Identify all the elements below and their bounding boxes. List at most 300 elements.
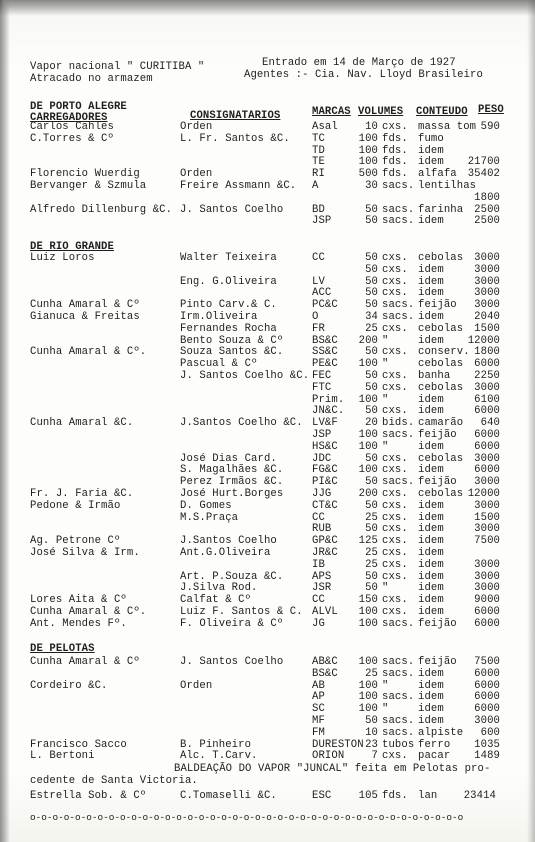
shipper-cell: Pedone & Irmão (30, 500, 121, 512)
content-cell: idem (418, 287, 444, 299)
shipper-cell: Alfredo Dillenburg &C. (30, 204, 173, 216)
mark-cell: AB (312, 680, 325, 692)
consignee-cell: J. Santos Coelho (180, 656, 284, 668)
qty-cell: 50 (365, 715, 378, 727)
unit-cell: cxs. (382, 264, 408, 276)
section-title: DE PELOTAS (30, 643, 95, 655)
mark-cell: FTC (312, 382, 332, 394)
mark-cell: MF (312, 715, 325, 727)
qty-cell: 100 (358, 656, 378, 668)
unit-cell: sacs. (382, 715, 415, 727)
content-cell: idem (418, 464, 444, 476)
content-cell: idem (418, 582, 444, 594)
consignee-cell: M.S.Praça (180, 512, 239, 524)
weight-cell: 3000 (474, 500, 500, 512)
qty-cell: 500 (358, 168, 378, 180)
qty-cell: 50 (365, 523, 378, 535)
content-cell: idem (418, 547, 444, 559)
unit-cell: cxs. (382, 453, 408, 465)
mark-cell: O (312, 311, 319, 323)
shipper-cell: Cunha Amaral & Cº. (30, 606, 147, 618)
mark-cell: FR (312, 323, 325, 335)
qty-cell: 50 (365, 204, 378, 216)
mark-cell: ORION (312, 750, 345, 762)
unit-cell: tubos (382, 739, 415, 751)
unit-cell: sacs. (382, 727, 415, 739)
content-cell: idem (418, 523, 444, 535)
mark-cell: RUB (312, 523, 332, 535)
mark-cell: TC (312, 133, 325, 145)
weight-cell: 6000 (474, 618, 500, 630)
content-cell: idem (418, 571, 444, 583)
mark-cell: JSP (312, 215, 332, 227)
weight-cell: 1800 (474, 192, 500, 204)
mark-cell: ALVL (312, 606, 338, 618)
content-cell: idem (418, 394, 444, 406)
qty-cell: 50 (365, 370, 378, 382)
qty-cell: 50 (365, 346, 378, 358)
mark-cell: CC (312, 512, 325, 524)
weight-cell: 3000 (474, 264, 500, 276)
mark-cell: SC (312, 703, 325, 715)
unit-cell: cxs. (382, 571, 408, 583)
unit-cell: sacs. (382, 618, 415, 630)
consignee-cell: S. Magalhães &C. (180, 464, 284, 476)
origin-header: DE PORTO ALEGRE (30, 101, 127, 113)
consignee-cell: Eng. G.Oliveira (180, 276, 277, 288)
consignee-cell: Pinto Carv.& C. (180, 299, 277, 311)
consignee-cell: Perez Irmãos &C. (180, 476, 284, 488)
mark-cell: BD (312, 204, 325, 216)
scan-edge-left (0, 0, 10, 842)
mark-cell: TE (312, 156, 325, 168)
shipper-cell: José Silva & Irm. (30, 547, 140, 559)
content-cell: feijão (418, 476, 457, 488)
content-cell: cebolas (418, 252, 464, 264)
weight-cell: 7500 (474, 535, 500, 547)
weight-cell: 3000 (474, 453, 500, 465)
qty-cell: 50 (365, 582, 378, 594)
consignee-cell: L. Fr. Santos &C. (180, 133, 290, 145)
mark-cell: PI&C (312, 476, 338, 488)
qty-cell: 50 (365, 453, 378, 465)
qty-cell: 50 (365, 276, 378, 288)
consignee-cell: Irm.Oliveira (180, 311, 258, 323)
consignee-cell: Bento Souza & Cº (180, 335, 284, 347)
weight-cell: 9000 (474, 594, 500, 606)
weight-cell: 6000 (474, 680, 500, 692)
weight-cell: 12000 (467, 488, 500, 500)
qty-cell: 50 (365, 252, 378, 264)
mark-cell: PE&C (312, 358, 338, 370)
mark-cell: JG (312, 618, 325, 630)
qty-cell: 10 (365, 727, 378, 739)
content-cell: idem (418, 535, 444, 547)
col-marks: MARCAS (312, 106, 351, 118)
consignee-cell: Fernandes Rocha (180, 323, 277, 335)
mark-cell: SS&C (312, 346, 338, 358)
qty-cell: 125 (358, 535, 378, 547)
content-cell: idem (418, 335, 444, 347)
shipper-cell: Ant. Mendes Fº. (30, 618, 127, 630)
content-cell: camarão (418, 417, 464, 429)
shipper-cell: Cunha Amaral & Cº. (30, 346, 147, 358)
weight-cell: 1800 (474, 346, 500, 358)
content-cell: idem (418, 606, 444, 618)
shipper-cell: Florencio Wuerdig (30, 168, 140, 180)
consignee-cell: B. Pinheiro (180, 739, 252, 751)
unit-cell: cxs. (382, 346, 408, 358)
content-cell: ferro (418, 739, 451, 751)
unit-cell: cxs. (382, 287, 408, 299)
content-cell: cebolas (418, 358, 464, 370)
mark-cell: JJG (312, 488, 332, 500)
last-row-unit: fds. (382, 790, 408, 802)
content-cell: alpiste (418, 727, 464, 739)
unit-cell: fds. (382, 145, 408, 157)
content-cell: banha (418, 370, 451, 382)
weight-cell: 590 (480, 121, 500, 133)
qty-cell: 100 (358, 464, 378, 476)
shipper-cell: Gianuca & Freitas (30, 311, 140, 323)
unit-cell: cxs. (382, 252, 408, 264)
shipper-cell: Cordeiro &C. (30, 680, 108, 692)
qty-cell: 50 (365, 287, 378, 299)
weight-cell: 6000 (474, 429, 500, 441)
qty-cell: 100 (358, 703, 378, 715)
unit-cell: cxs. (382, 488, 408, 500)
shipper-cell: Ag. Petrone Cº (30, 535, 121, 547)
weight-cell: 3000 (474, 582, 500, 594)
content-cell: idem (418, 405, 444, 417)
last-row-weight: 23414 (463, 790, 496, 802)
consignee-cell: José Hurt.Borges (180, 488, 284, 500)
shipper-cell: Francisco Sacco (30, 739, 127, 751)
shipper-cell: Cunha Amaral &C. (30, 417, 134, 429)
weight-cell: 2500 (474, 204, 500, 216)
shipper-cell: Lores Aita & Cº (30, 594, 127, 606)
last-row-consignee: C.Tomaselli &C. (180, 790, 277, 802)
unit-cell: sacs. (382, 656, 415, 668)
unit-cell: " (382, 703, 389, 715)
shipper-cell: Luiz Loros (30, 252, 95, 264)
consignee-cell: J. Santos Coelho &C. (180, 370, 310, 382)
last-row-qty: 105 (358, 790, 378, 802)
content-cell: idem (418, 145, 444, 157)
mark-cell: FM (312, 727, 325, 739)
unit-cell: cxs. (382, 535, 408, 547)
unit-cell: sacs. (382, 668, 415, 680)
weight-cell: 640 (480, 417, 500, 429)
qty-cell: 50 (365, 476, 378, 488)
weight-cell: 6100 (474, 394, 500, 406)
qty-cell: 20 (365, 417, 378, 429)
shipper-cell: Cunha Amaral & Cº (30, 299, 140, 311)
mark-cell: CT&C (312, 500, 338, 512)
weight-cell: 1500 (474, 323, 500, 335)
weight-cell: 1035 (474, 739, 500, 751)
content-cell: cebolas (418, 453, 464, 465)
consignee-cell: Freire Assmann &C. (180, 180, 297, 192)
shipper-cell: Carlos Cahles (30, 121, 114, 133)
consignee-cell: Luiz F. Santos & C. (180, 606, 303, 618)
consignee-cell: José Dias Card. (180, 453, 277, 465)
qty-cell: 7 (371, 750, 378, 762)
content-cell: pacar (418, 750, 451, 762)
unit-cell: cxs. (382, 750, 408, 762)
unit-cell: cxs. (382, 464, 408, 476)
content-cell: idem (418, 691, 444, 703)
content-cell: idem (418, 441, 444, 453)
shipper-cell: Fr. J. Faria &C. (30, 488, 134, 500)
content-cell: idem (418, 500, 444, 512)
mark-cell: BS&C (312, 335, 338, 347)
mark-cell: APS (312, 571, 332, 583)
unit-cell: " (382, 358, 389, 370)
weight-cell: 3000 (474, 382, 500, 394)
qty-cell: 10 (365, 121, 378, 133)
qty-cell: 50 (365, 500, 378, 512)
consignee-cell: F. Oliveira & Cº (180, 618, 284, 630)
unit-cell: cxs. (382, 512, 408, 524)
consignee-cell: Walter Teixeira (180, 252, 277, 264)
content-cell: cebolas (418, 488, 464, 500)
weight-cell: 6000 (474, 358, 500, 370)
qty-cell: 25 (365, 668, 378, 680)
qty-cell: 50 (365, 571, 378, 583)
weight-cell: 1489 (474, 750, 500, 762)
mark-cell: JSP (312, 429, 332, 441)
col-weight: PESO (478, 104, 504, 116)
weight-cell: 3000 (474, 523, 500, 535)
qty-cell: 50 (365, 405, 378, 417)
content-cell: idem (418, 264, 444, 276)
content-cell: idem (418, 715, 444, 727)
content-cell: cebolas (418, 382, 464, 394)
qty-cell: 100 (358, 691, 378, 703)
mark-cell: GP&C (312, 535, 338, 547)
weight-cell: 6000 (474, 405, 500, 417)
qty-cell: 100 (358, 394, 378, 406)
weight-cell: 3000 (474, 476, 500, 488)
weight-cell: 2040 (474, 311, 500, 323)
unit-cell: cxs. (382, 405, 408, 417)
unit-cell: sacs. (382, 691, 415, 703)
weight-cell: 6000 (474, 668, 500, 680)
content-cell: alfafa (418, 168, 457, 180)
qty-cell: 100 (358, 133, 378, 145)
qty-cell: 100 (358, 441, 378, 453)
content-cell: lentilhas (418, 180, 477, 192)
transhipment-note-line1: BALDEAÇÃO DO VAPOR "JUNCAL" feita em Pelotas pro- (174, 763, 491, 775)
content-cell: feijão (418, 299, 457, 311)
consignee-cell: Orden (180, 680, 213, 692)
consignee-cell: Ant.G.Oliveira (180, 547, 271, 559)
mark-cell: FG&C (312, 464, 338, 476)
shipper-cell: C.Torres & Cº (30, 133, 114, 145)
mark-cell: Prim. (312, 394, 345, 406)
mark-cell: JN&C. (312, 405, 345, 417)
qty-cell: 100 (358, 358, 378, 370)
unit-cell: cxs. (382, 121, 408, 133)
consignee-cell: Souza Santos &C. (180, 346, 284, 358)
content-cell: idem (418, 680, 444, 692)
qty-cell: 200 (358, 335, 378, 347)
unit-cell: cxs. (382, 559, 408, 571)
consignee-cell: J.Santos Coelho &C. (180, 417, 303, 429)
qty-cell: 25 (365, 547, 378, 559)
unit-cell: cxs. (382, 606, 408, 618)
consignee-cell: Orden (180, 168, 213, 180)
transhipment-note-line2: cedente de Santa Victoria. (30, 775, 198, 787)
mark-cell: RI (312, 168, 325, 180)
mark-cell: IB (312, 559, 325, 571)
qty-cell: 23 (365, 739, 378, 751)
scan-edge-top (0, 0, 535, 16)
weight-cell: 3000 (474, 276, 500, 288)
content-cell: feijão (418, 618, 457, 630)
end-rule: o-o-o-o-o-o-o-o-o-o-o-o-o-o-o-o-o-o-o-o-o-o-o-o-o-o-o-o-o-o-o-o-o-o-o-o-o-o-o (30, 812, 464, 823)
weight-cell: 7500 (474, 656, 500, 668)
qty-cell: 100 (358, 156, 378, 168)
weight-cell: 600 (480, 727, 500, 739)
mark-cell: AP (312, 691, 325, 703)
qty-cell: 25 (365, 323, 378, 335)
unit-cell: " (382, 441, 389, 453)
berth-line: Atracado no armazem (30, 73, 153, 85)
weight-cell: 2500 (474, 215, 500, 227)
scan-edge-right (527, 0, 535, 842)
mark-cell: PC&C (312, 299, 338, 311)
weight-cell: 6000 (474, 606, 500, 618)
weight-cell: 2250 (474, 370, 500, 382)
unit-cell: " (382, 582, 389, 594)
content-cell: idem (418, 311, 444, 323)
section-title: DE RIO GRANDE (30, 241, 114, 253)
weight-cell: 3000 (474, 571, 500, 583)
unit-cell: cxs. (382, 370, 408, 382)
weight-cell: 3000 (474, 287, 500, 299)
weight-cell: 21700 (467, 156, 500, 168)
unit-cell: cxs. (382, 523, 408, 535)
shipper-cell: L. Bertoni (30, 750, 95, 762)
unit-cell: " (382, 335, 389, 347)
qty-cell: 100 (358, 429, 378, 441)
unit-cell: sacs. (382, 476, 415, 488)
content-cell: idem (418, 512, 444, 524)
content-cell: conserv. (418, 346, 470, 358)
content-cell: idem (418, 668, 444, 680)
unit-cell: cxs. (382, 594, 408, 606)
unit-cell: sacs. (382, 180, 415, 192)
consignee-cell: J.Santos Coelho (180, 535, 277, 547)
qty-cell: 50 (365, 264, 378, 276)
col-consignees: CONSIGNATARIOS (190, 110, 281, 122)
last-row-content: lan (418, 790, 438, 802)
weight-cell: 3000 (474, 252, 500, 264)
unit-cell: fds. (382, 156, 408, 168)
weight-cell: 12000 (467, 335, 500, 347)
qty-cell: 50 (365, 382, 378, 394)
last-row-shipper: Estrella Sob. & Cº (30, 790, 147, 802)
content-cell: feijão (418, 656, 457, 668)
mark-cell: A (312, 180, 319, 192)
unit-cell: fds. (382, 168, 408, 180)
weight-cell: 3000 (474, 299, 500, 311)
qty-cell: 25 (365, 512, 378, 524)
consignee-cell: D. Gomes (180, 500, 232, 512)
consignee-cell: Art. P.Souza &C. (180, 571, 284, 583)
shipper-cell: Cunha Amaral & Cº (30, 656, 140, 668)
shipper-cell: Bervanger & Szmula (30, 180, 147, 192)
mark-cell: DURESTON (312, 739, 364, 751)
unit-cell: sacs. (382, 299, 415, 311)
consignee-cell: Alc. T.Carv. (180, 750, 258, 762)
content-cell: feijão (418, 429, 457, 441)
qty-cell: 100 (358, 618, 378, 630)
mark-cell: CC (312, 594, 325, 606)
weight-cell: 6000 (474, 691, 500, 703)
consignee-cell: Pascual & Cº (180, 358, 258, 370)
last-row-mark: ESC (312, 790, 332, 802)
qty-cell: 30 (365, 180, 378, 192)
content-cell: idem (418, 559, 444, 571)
unit-cell: bids. (382, 417, 415, 429)
qty-cell: 100 (358, 606, 378, 618)
content-cell: idem (418, 276, 444, 288)
weight-cell: 35402 (467, 168, 500, 180)
col-shippers: CARREGADORES (30, 112, 108, 124)
qty-cell: 50 (365, 299, 378, 311)
mark-cell: LV&F (312, 417, 338, 429)
weight-cell: 1500 (474, 512, 500, 524)
content-cell: idem (418, 703, 444, 715)
unit-cell: sacs. (382, 204, 415, 216)
consignee-cell: Calfat & Cº (180, 594, 252, 606)
unit-cell: cxs. (382, 276, 408, 288)
mark-cell: TD (312, 145, 325, 157)
weight-cell: 6000 (474, 703, 500, 715)
consignee-cell: Orden (180, 121, 213, 133)
mark-cell: Asal (312, 121, 338, 133)
unit-cell: cxs. (382, 323, 408, 335)
mark-cell: ACC (312, 287, 332, 299)
weight-cell: 6000 (474, 441, 500, 453)
consignee-cell: J. Santos Coelho (180, 204, 284, 216)
unit-cell: cxs. (382, 547, 408, 559)
mark-cell: BS&C (312, 668, 338, 680)
unit-cell: " (382, 680, 389, 692)
content-cell: idem (418, 594, 444, 606)
agents-line: Agentes :- Cia. Nav. Lloyd Brasileiro (244, 69, 483, 81)
qty-cell: 34 (365, 311, 378, 323)
vessel-name: Vapor nacional " CURITIBA " (30, 61, 205, 73)
arrival-date: Entrado em 14 de Março de 1927 (262, 57, 456, 69)
qty-cell: 50 (365, 215, 378, 227)
mark-cell: FEC (312, 370, 332, 382)
unit-cell: fds. (382, 133, 408, 145)
unit-cell: " (382, 394, 389, 406)
weight-cell: 3000 (474, 559, 500, 571)
content-cell: fumo (418, 133, 444, 145)
content-cell: massa tom (418, 121, 477, 133)
qty-cell: 100 (358, 145, 378, 157)
unit-cell: sacs. (382, 429, 415, 441)
weight-cell: 3000 (474, 715, 500, 727)
qty-cell: 100 (358, 680, 378, 692)
mark-cell: CC (312, 252, 325, 264)
mark-cell: AB&C (312, 656, 338, 668)
